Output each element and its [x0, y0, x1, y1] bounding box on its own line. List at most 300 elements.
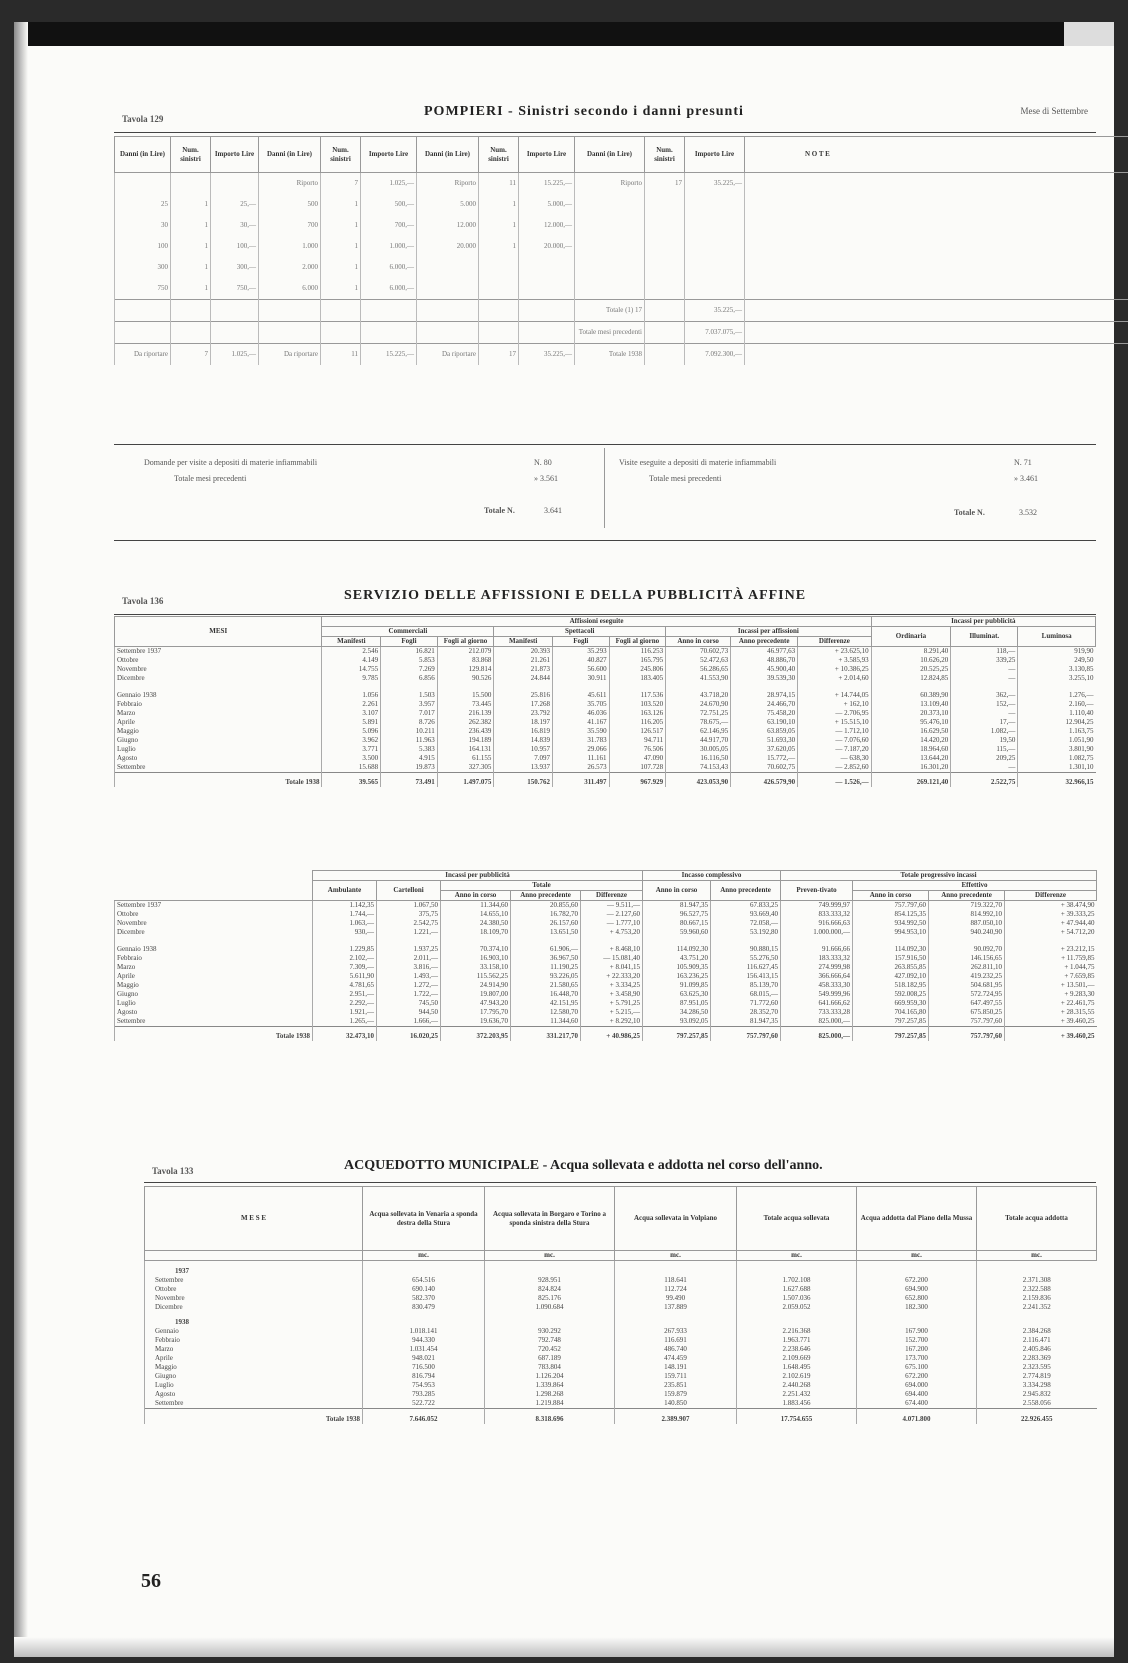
table-cell: 8.291,40	[871, 647, 951, 657]
table-cell: 40.827	[552, 656, 609, 665]
table-cell: 25	[115, 194, 171, 215]
visite-total-value: 3.532	[1019, 508, 1037, 517]
col-header: Totale acqua sollevata	[737, 1187, 857, 1251]
col-header: Anno precedente	[511, 891, 581, 901]
col-header: Num. sinistri	[171, 137, 211, 173]
table-cell: 2.059.052	[737, 1303, 857, 1312]
group-header: Incassi per pubblicità	[871, 617, 1095, 627]
table-cell	[685, 194, 745, 215]
table-cell: 236.439	[437, 727, 494, 736]
table-cell: 1.298.268	[485, 1390, 615, 1399]
table-cell: 7.097	[494, 754, 553, 763]
empty-cell	[485, 1261, 615, 1277]
table-cell: 20.000	[417, 236, 479, 257]
col-header: Anno precedente	[731, 637, 798, 647]
table-cell: Settembre 1937	[115, 647, 322, 657]
table-cell: + 5.791,25	[581, 999, 643, 1008]
table-cell: 28.974,15	[731, 683, 798, 700]
table-cell: Giugno	[115, 990, 313, 999]
table-cell: 47.090	[609, 754, 666, 763]
table-cell: 1.627.688	[737, 1285, 857, 1294]
table-cell: Da riportare	[115, 344, 171, 366]
table-cell: 11	[321, 344, 361, 366]
table-cell: 3.816,—	[377, 963, 441, 972]
table-cell: 10.957	[494, 745, 553, 754]
table-cell: 26.573	[552, 763, 609, 773]
table-cell	[479, 322, 519, 344]
table-cell: 944.330	[363, 1336, 485, 1345]
table-cell: 919,90	[1018, 647, 1096, 657]
table-row	[115, 215, 1128, 236]
table-cell	[321, 300, 361, 322]
unit-label: mc.	[363, 1251, 485, 1261]
table-cell: 20.393	[494, 647, 553, 657]
table-cell: + 22.461,75	[1005, 999, 1097, 1008]
divider	[114, 614, 1096, 615]
table-cell: 1.497.075	[437, 773, 494, 788]
col-header: Importo Lire	[211, 137, 259, 173]
col-header: Danni (in Lire)	[575, 137, 645, 173]
table-cell: 33.158,10	[441, 963, 511, 972]
table-cell: 2.440.268	[737, 1381, 857, 1390]
table-cell: 91.099,85	[643, 981, 711, 990]
table-cell: 1.219.884	[485, 1399, 615, 1409]
table-cell	[575, 257, 645, 278]
table-cell: + 2.014,60	[798, 674, 871, 683]
col-header: Anno in corso	[643, 881, 711, 901]
table-cell: 26.157,60	[511, 919, 581, 928]
table-cell: 1	[171, 215, 211, 236]
table-cell: 117.536	[609, 683, 666, 700]
table-cell: Aprile	[115, 972, 313, 981]
table-cell: 1.507.036	[737, 1294, 857, 1303]
domande-prec-value: » 3.561	[534, 474, 558, 483]
table-cell: 694.000	[857, 1381, 977, 1390]
table-cell: 327.305	[437, 763, 494, 773]
table-cell: + 14.744,05	[798, 683, 871, 700]
table-cell: 1.722,—	[377, 990, 441, 999]
table-cell: 263.855,85	[853, 963, 929, 972]
table-cell: 262.382	[437, 718, 494, 727]
table-cell: 4.781,65	[313, 981, 377, 990]
scan-top-border	[14, 22, 1064, 46]
table-cell: 426.579,90	[731, 773, 798, 788]
table-cell: 245.806	[609, 665, 666, 674]
col-header: Importo Lire	[519, 137, 575, 173]
col-header: Anno in corso	[441, 891, 511, 901]
table-cell: — 1.777,10	[581, 919, 643, 928]
table-cell: 30	[115, 215, 171, 236]
table-cell: 1.000.000,—	[781, 928, 853, 937]
section-title: SERVIZIO DELLE AFFISSIONI E DELLA PUBBLICITÀ AFFINE	[344, 588, 807, 603]
table-cell: 916.666,63	[781, 919, 853, 928]
table-cell: 18.964,60	[871, 745, 951, 754]
table-cell: —	[951, 763, 1018, 773]
table-cell: 814.992,10	[929, 910, 1005, 919]
acquedotto-table	[144, 1186, 1097, 1424]
table-cell: 1	[171, 278, 211, 300]
table-cell: —	[951, 665, 1018, 674]
table-cell	[645, 236, 685, 257]
table-cell: 163.126	[609, 709, 666, 718]
table-cell: 458.333,30	[781, 981, 853, 990]
acquedotto-section	[114, 1156, 1096, 1556]
table-cell: 12.580,70	[511, 1008, 581, 1017]
table-cell: Da riportare	[259, 344, 321, 366]
table-cell: 1.883.456	[737, 1399, 857, 1409]
table-cell: 2.951,—	[313, 990, 377, 999]
col-header: Ambulante	[313, 881, 377, 901]
table-cell: Ottobre	[145, 1285, 363, 1294]
table-cell: 72.751,25	[666, 709, 731, 718]
table-cell: 754.953	[363, 1381, 485, 1390]
table-cell: 1.090.684	[485, 1303, 615, 1312]
table-cell: 159.879	[615, 1390, 737, 1399]
table-cell: 797.257,85	[853, 1027, 929, 1042]
table-cell: Gennaio	[145, 1327, 363, 1336]
table-cell: 16.819	[494, 727, 553, 736]
table-cell: 2.238.646	[737, 1345, 857, 1354]
table-cell: 35.705	[552, 700, 609, 709]
table-cell: 331.217,70	[511, 1027, 581, 1042]
table-cell: 249,50	[1018, 656, 1096, 665]
table-cell: 2.405.846	[977, 1345, 1097, 1354]
table-cell: Marzo	[115, 709, 322, 718]
table-cell: 37.620,05	[731, 745, 798, 754]
table-cell: 704.165,80	[853, 1008, 929, 1017]
table-cell: 83.868	[437, 656, 494, 665]
table-cell: 1	[171, 236, 211, 257]
table-cell: 173.700	[857, 1354, 977, 1363]
col-header: Anno in corso	[853, 891, 929, 901]
table-cell	[685, 257, 745, 278]
table-row	[145, 1381, 1097, 1390]
visite-value: N. 71	[1014, 458, 1032, 467]
table-row	[115, 656, 1096, 665]
table-row	[145, 1372, 1097, 1381]
table-cell: 93.092,05	[643, 1017, 711, 1027]
table-cell: 486.740	[615, 1345, 737, 1354]
table-cell: 2.102.619	[737, 1372, 857, 1381]
table-cell: 41.167	[552, 718, 609, 727]
table-cell: Riporto	[575, 173, 645, 195]
col-header: Fogli	[381, 637, 438, 647]
table-cell: 1.963.771	[737, 1336, 857, 1345]
table-cell: 13.937	[494, 763, 553, 773]
table-cell: 34.286,50	[643, 1008, 711, 1017]
table-cell: 750	[115, 278, 171, 300]
table-row	[115, 709, 1096, 718]
table-cell: 700,—	[361, 215, 417, 236]
table-cell: 22.926.455	[977, 1409, 1097, 1425]
table-cell: 549.999,96	[781, 990, 853, 999]
table-cell: 28.352,70	[711, 1008, 781, 1017]
table-cell: 14.420,20	[871, 736, 951, 745]
table-cell: 116.627,45	[711, 963, 781, 972]
table-cell: 269.121,40	[871, 773, 951, 788]
table-cell: 745,50	[377, 999, 441, 1008]
table-cell: 518.182,95	[853, 981, 929, 990]
table-cell: 70.602,75	[731, 763, 798, 773]
table-cell: 675.850,25	[929, 1008, 1005, 1017]
table-cell: 757.797,60	[853, 901, 929, 911]
table-cell	[645, 322, 685, 344]
table-cell: 11.963	[381, 736, 438, 745]
table-cell: 2.389.907	[615, 1409, 737, 1425]
table-cell: 716.500	[363, 1363, 485, 1372]
table-cell: 7.269	[381, 665, 438, 674]
tavola-label: Tavola 136	[122, 596, 164, 606]
table-cell: 1.265,—	[313, 1017, 377, 1027]
col-header: Danni (in Lire)	[115, 137, 171, 173]
table-cell: 830.479	[363, 1303, 485, 1312]
table-cell: 757.797,60	[711, 1027, 781, 1042]
group-header: Incassi per pubblicità	[313, 871, 643, 881]
table-cell: 2.323.595	[977, 1363, 1097, 1372]
table-cell: 209,25	[951, 754, 1018, 763]
affissioni-table	[114, 616, 1096, 787]
table-row	[115, 963, 1097, 972]
table-row	[115, 736, 1096, 745]
table-cell: 672.200	[857, 1372, 977, 1381]
table-cell: Gennaio 1938	[115, 683, 322, 700]
table-cell: 16.116,50	[666, 754, 731, 763]
table-cell: + 8.468,10	[581, 937, 643, 954]
pompieri-section	[114, 96, 1096, 546]
visite-total-label: Totale N.	[954, 508, 985, 517]
table-cell: Totale 1938	[575, 344, 645, 366]
table-cell: 15.772,—	[731, 754, 798, 763]
group-header: Incasso complessivo	[643, 871, 781, 881]
table-row	[115, 901, 1097, 911]
table-cell: 115,—	[951, 745, 1018, 754]
table-cell: 1.702.108	[737, 1276, 857, 1285]
col-header: Anno precedente	[929, 891, 1005, 901]
table-cell: + 22.333,20	[581, 972, 643, 981]
table-cell: 81.947,35	[711, 1017, 781, 1027]
table-cell: Totale 1938	[145, 1409, 363, 1425]
table-cell: Febbraio	[115, 954, 313, 963]
table-cell: 1.666,—	[377, 1017, 441, 1027]
table-cell: 2.322.588	[977, 1285, 1097, 1294]
table-cell	[745, 300, 1128, 322]
table-cell: 825.176	[485, 1294, 615, 1303]
table-cell: 32.966,15	[1018, 773, 1096, 788]
table-cell: 16.301,20	[871, 763, 951, 773]
table-cell	[259, 300, 321, 322]
table-cell: 112.724	[615, 1285, 737, 1294]
table-cell: 21.873	[494, 665, 553, 674]
table-row	[115, 344, 1128, 366]
table-cell: 152,—	[951, 700, 1018, 709]
table-cell: 641.666,62	[781, 999, 853, 1008]
table-cell: 167.200	[857, 1345, 977, 1354]
table-cell: + 39.460,25	[1005, 1027, 1097, 1042]
table-cell: 7.646.052	[363, 1409, 485, 1425]
table-cell: 55.276,50	[711, 954, 781, 963]
group-header: Incassi per affissioni	[666, 627, 871, 637]
table-row	[115, 647, 1096, 657]
table-cell	[645, 344, 685, 366]
table-cell: 5.611,90	[313, 972, 377, 981]
divider	[114, 132, 1096, 133]
table-cell: 825.000,—	[781, 1027, 853, 1042]
table-cell	[519, 278, 575, 300]
table-cell: 967.929	[609, 773, 666, 788]
table-cell: 81.947,35	[643, 901, 711, 911]
col-header: Fogli al giorno	[609, 637, 666, 647]
table-cell: 46.036	[552, 709, 609, 718]
table-cell: 46.977,63	[731, 647, 798, 657]
table-cell: Gennaio 1938	[115, 937, 313, 954]
table-cell	[645, 278, 685, 300]
table-cell	[575, 194, 645, 215]
table-cell	[745, 173, 1128, 195]
col-header-mesi: MESI	[115, 617, 322, 647]
table-cell: + 11.759,85	[1005, 954, 1097, 963]
table-cell: 2.109.669	[737, 1354, 857, 1363]
table-cell: 12.904,25	[1018, 718, 1096, 727]
table-cell: 674.400	[857, 1399, 977, 1409]
empty-cell	[737, 1312, 857, 1327]
table-cell: 80.667,15	[643, 919, 711, 928]
table-cell: + 7.659,85	[1005, 972, 1097, 981]
table-cell: 63.625,30	[643, 990, 711, 999]
table-cell: 20.855,60	[511, 901, 581, 911]
col-header: Importo Lire	[361, 137, 417, 173]
table-cell: 16.629,50	[871, 727, 951, 736]
table-cell: 11.161	[552, 754, 609, 763]
table-cell: 116.691	[615, 1336, 737, 1345]
table-cell: 944,50	[377, 1008, 441, 1017]
empty-cell	[615, 1261, 737, 1277]
table-cell: 757.797,60	[929, 1017, 1005, 1027]
table-cell: 29.066	[552, 745, 609, 754]
table-row	[145, 1363, 1097, 1372]
col-header: Acqua sollevata in Borgaro e Torino a sponda sinistra della Stura	[485, 1187, 615, 1251]
table-cell: — 2.706,95	[798, 709, 871, 718]
table-cell: 1.937,25	[377, 937, 441, 954]
table-cell	[645, 194, 685, 215]
table-cell: 7.017	[381, 709, 438, 718]
table-cell: 48.886,70	[731, 656, 798, 665]
table-cell: 93.226,05	[511, 972, 581, 981]
table-cell: 25,—	[211, 194, 259, 215]
year-label: 1938	[145, 1312, 363, 1327]
table-cell: 3.130,85	[1018, 665, 1096, 674]
table-cell: + 10.386,25	[798, 665, 871, 674]
table-cell: 1.000	[259, 236, 321, 257]
table-cell: 1.221,—	[377, 928, 441, 937]
table-cell	[519, 322, 575, 344]
table-cell: 15.225,—	[361, 344, 417, 366]
tavola-label: Tavola 133	[152, 1166, 194, 1176]
group-header: Totale	[441, 881, 643, 891]
unit-label: mc.	[737, 1251, 857, 1261]
table-cell: 1.744,—	[313, 910, 377, 919]
table-cell: 52.472,63	[666, 656, 731, 665]
table-cell: + 47.944,40	[1005, 919, 1097, 928]
table-cell: 427.092,10	[853, 972, 929, 981]
table-cell	[211, 300, 259, 322]
table-cell: + 28.315,55	[1005, 1008, 1097, 1017]
col-header: Fogli	[552, 637, 609, 647]
table-cell: 90.880,15	[711, 937, 781, 954]
table-cell: 1.921,—	[313, 1008, 377, 1017]
empty-cell	[977, 1261, 1097, 1277]
table-cell: 15.500	[437, 683, 494, 700]
table-cell: 152.700	[857, 1336, 977, 1345]
scan-bottom-shadow	[14, 1637, 1114, 1657]
table-cell: 70.374,10	[441, 937, 511, 954]
table-cell: 17.795,70	[441, 1008, 511, 1017]
table-cell: 93.669,40	[711, 910, 781, 919]
group-header: Affissioni eseguite	[322, 617, 871, 627]
table-cell: Luglio	[115, 745, 322, 754]
table-cell: 1.025,—	[211, 344, 259, 366]
empty-cell	[363, 1261, 485, 1277]
table-cell: 24.466,70	[731, 700, 798, 709]
table-cell: 43.751,20	[643, 954, 711, 963]
table-cell	[685, 278, 745, 300]
table-cell: Novembre	[115, 919, 313, 928]
tavola-label: Tavola 129	[122, 114, 164, 124]
domande-total-label: Totale N.	[484, 506, 515, 515]
table-cell: 749.999,97	[781, 901, 853, 911]
table-row	[115, 1017, 1097, 1027]
table-cell: 21.580,65	[511, 981, 581, 990]
table-cell: Settembre 1937	[115, 901, 313, 911]
table-cell: — 9.511,—	[581, 901, 643, 911]
table-cell: 2.216.368	[737, 1327, 857, 1336]
scan-corner	[1064, 22, 1114, 46]
table-cell: 16.821	[381, 647, 438, 657]
table-cell: 194.189	[437, 736, 494, 745]
page-number: 56	[141, 1570, 161, 1592]
table-cell: 672.200	[857, 1276, 977, 1285]
table-cell: Novembre	[115, 665, 322, 674]
table-cell: 35.293	[552, 647, 609, 657]
table-cell: 75.458,20	[731, 709, 798, 718]
table-cell: 53.192,80	[711, 928, 781, 937]
table-cell: 24.380,50	[441, 919, 511, 928]
table-cell: 21.261	[494, 656, 553, 665]
table-cell: 750,—	[211, 278, 259, 300]
table-row	[115, 981, 1097, 990]
table-cell: 311.497	[552, 773, 609, 788]
table-cell: 2.522,75	[951, 773, 1018, 788]
section-title: POMPIERI - Sinistri secondo i danni presunti	[424, 104, 744, 119]
table-cell: 17	[479, 344, 519, 366]
table-cell: 13.109,40	[871, 700, 951, 709]
table-cell: 17	[645, 173, 685, 195]
table-cell: 25.816	[494, 683, 553, 700]
table-cell: —	[951, 674, 1018, 683]
table-cell: 90.526	[437, 674, 494, 683]
table-cell: 654.516	[363, 1276, 485, 1285]
table-cell: Aprile	[145, 1354, 363, 1363]
table-cell: 16.903,10	[441, 954, 511, 963]
table-cell: Novembre	[145, 1294, 363, 1303]
table-cell: 73.445	[437, 700, 494, 709]
table-cell: 45.611	[552, 683, 609, 700]
table-cell: 140.850	[615, 1399, 737, 1409]
table-cell: 51.693,30	[731, 736, 798, 745]
table-cell: 5.383	[381, 745, 438, 754]
table-cell: 5.000,—	[519, 194, 575, 215]
table-cell: 114.092,30	[643, 937, 711, 954]
table-cell: 235.851	[615, 1381, 737, 1390]
